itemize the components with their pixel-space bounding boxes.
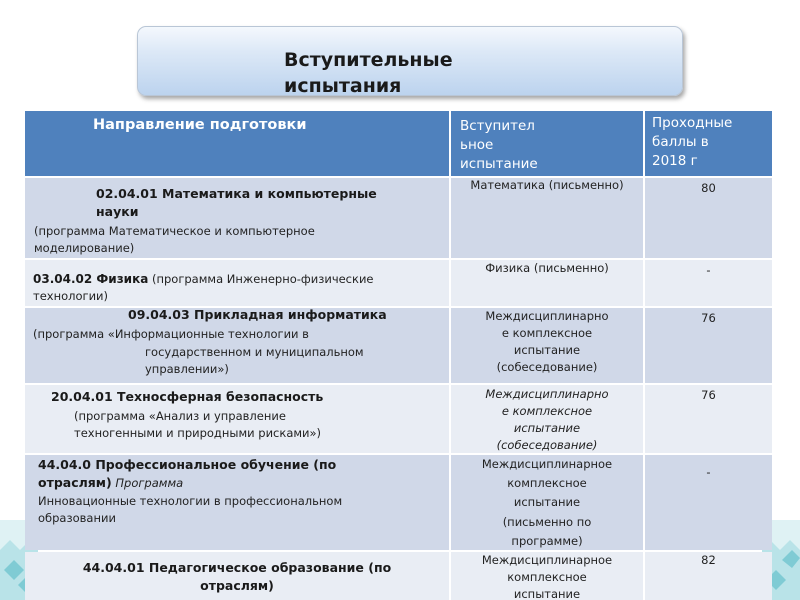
table-row [25, 260, 772, 306]
program-continuation: государственном и муниципальном управлении») [145, 345, 364, 376]
program-text: Инновационные технологии в профессиональном образовании [38, 494, 343, 525]
header-scores-label: Проходные баллы в 2018 г [652, 115, 733, 169]
header-direction [25, 111, 449, 176]
score-value: - [706, 465, 711, 479]
page-title: Вступительные испытания [284, 49, 453, 97]
table-row [25, 552, 772, 600]
direction-cell [25, 455, 449, 550]
score-value: 76 [701, 311, 716, 325]
exam-text: Математика (письменно) [470, 178, 624, 192]
table-row [25, 308, 772, 383]
program-label: Программа [111, 476, 184, 490]
direction-title: 02.04.01 Математика и компьютерные науки [96, 186, 377, 219]
score-cell [645, 552, 772, 600]
score-cell [645, 455, 772, 550]
header-exam-label: Вступител ьное испытание [460, 118, 538, 172]
program-text: (программа «Информационные технологии в [33, 327, 309, 341]
admission-table [25, 111, 772, 600]
exam-text: Междисциплинарное комплексное испытание [481, 457, 613, 509]
exam-text: Междисциплинарно е комплексное испытание (собеседование) [485, 309, 609, 374]
score-cell [645, 260, 772, 306]
header-exam [451, 111, 643, 176]
direction-cell [25, 385, 449, 453]
direction-title: 09.04.03 Прикладная информатика [128, 307, 387, 322]
score-value: 82 [701, 553, 716, 567]
direction-cell [25, 178, 449, 258]
score-value: - [706, 263, 711, 277]
exam-text: Междисциплинарное комплексное испытание [481, 553, 613, 600]
program-text: (программа Математическое и компьютерное моделирование) [34, 224, 315, 255]
exam-cell [451, 385, 643, 453]
exam-cell [451, 308, 643, 383]
table-row [25, 455, 772, 550]
direction-title: 20.04.01 Техносферная безопасность [51, 389, 324, 404]
score-cell [645, 308, 772, 383]
direction-line [38, 456, 336, 492]
exam-text: Физика (письменно) [485, 261, 609, 275]
score-cell [645, 385, 772, 453]
exam-cell [451, 552, 643, 600]
header-direction-label: Направление подготовки [93, 117, 307, 133]
exam-cell [451, 260, 643, 306]
title-box [137, 26, 683, 96]
direction-title: 44.04.01 Педагогическое образование (по отраслям) [82, 560, 392, 593]
header-scores [645, 111, 772, 176]
program-continuation: технологии) [33, 289, 108, 303]
exam-note: (письменно по программе) [502, 515, 592, 548]
direction-line [33, 270, 374, 288]
direction-cell [25, 552, 449, 600]
exam-cell [451, 455, 643, 550]
exam-cell [451, 178, 643, 258]
table-row [25, 385, 772, 453]
score-value: 80 [701, 181, 716, 195]
program-text: (программа Инженерно-физические [148, 272, 374, 286]
direction-title: 44.04.0 Профессиональное обучение (по отраслям) [38, 457, 337, 490]
program-text: (программа «Анализ и управление техногенными и природными рисками») [74, 409, 322, 440]
score-cell [645, 178, 772, 258]
exam-text: Междисциплинарно е комплексное испытание (собеседование) [485, 387, 609, 452]
direction-cell [25, 308, 449, 383]
table-row [25, 178, 772, 258]
direction-cell [25, 260, 449, 306]
score-value: 76 [701, 388, 716, 402]
direction-title: 03.04.02 Физика [33, 272, 149, 286]
